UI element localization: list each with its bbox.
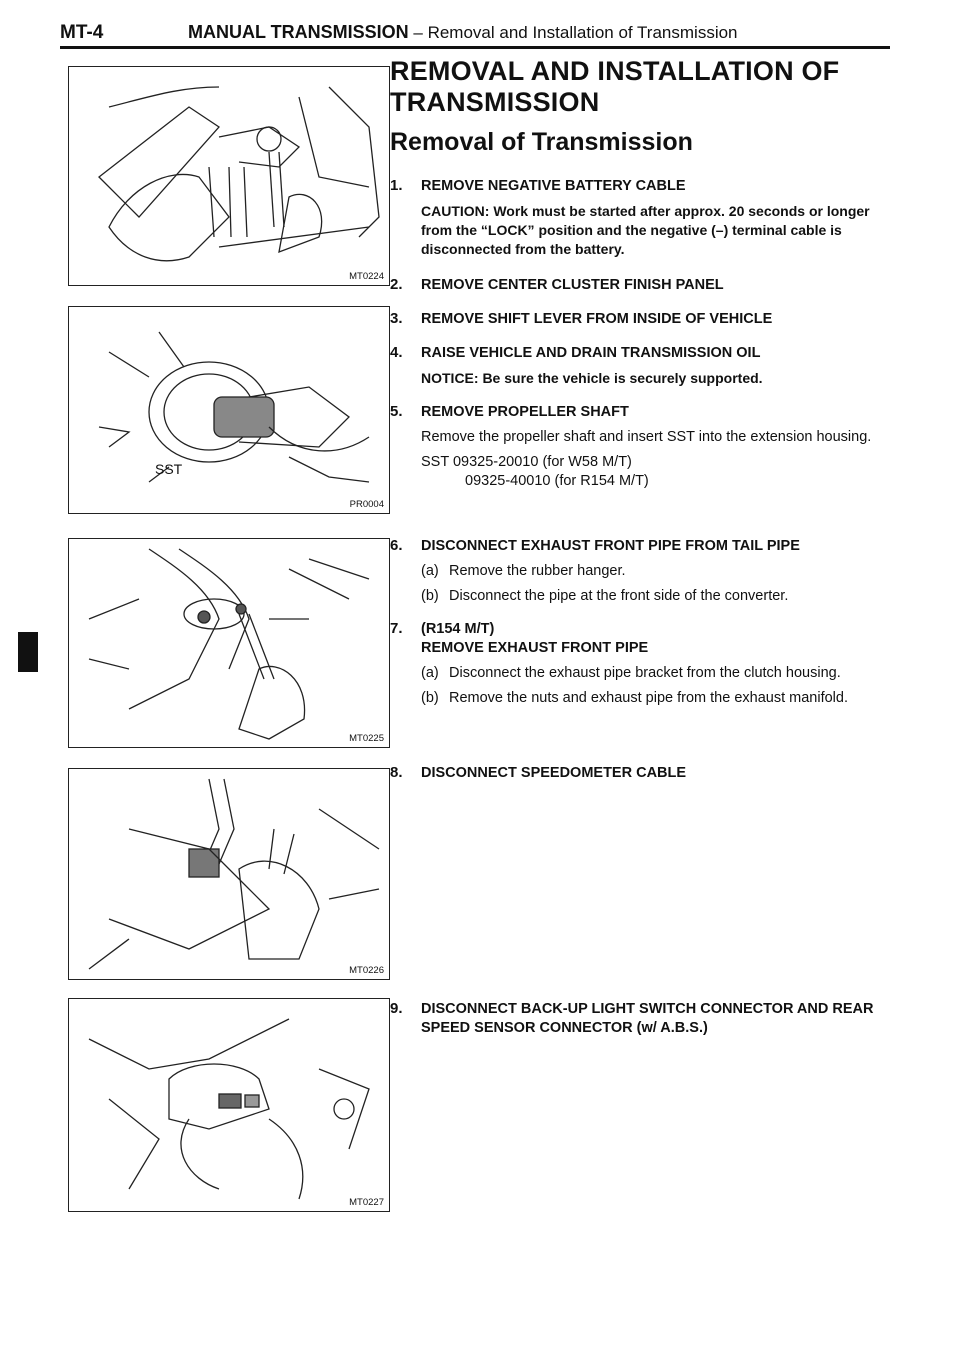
step-7 [390, 620, 900, 708]
step-heading: REMOVE CENTER CLUSTER FINISH PANEL [421, 277, 724, 293]
illustration-speedometer-cable [69, 769, 389, 979]
procedure-content [390, 56, 900, 167]
illustration-exhaust-pipe [69, 539, 389, 747]
figure-code: MT0225 [349, 733, 384, 744]
step-number: 1. [390, 177, 403, 194]
illustration-connectors [69, 999, 389, 1211]
notice-text: NOTICE: Be sure the vehicle is securely supported. [421, 370, 763, 386]
step-heading: DISCONNECT SPEEDOMETER CABLE [421, 765, 687, 781]
page-code: MT-4 [60, 22, 104, 43]
substep-a [421, 664, 900, 683]
step-heading: REMOVE PROPELLER SHAFT [421, 404, 629, 420]
substep-b [421, 587, 900, 606]
substep-text: Remove the rubber hanger. [449, 563, 626, 579]
page-header [60, 22, 890, 49]
step-4 [390, 344, 900, 388]
step-2 [390, 276, 900, 295]
section-tab-marker [18, 632, 38, 672]
header-section: MANUAL TRANSMISSION [188, 22, 409, 42]
step-number: 3. [390, 310, 403, 327]
substep-text: Remove the nuts and exhaust pipe from the exhaust manifold. [449, 690, 848, 706]
step-heading: DISCONNECT BACK-UP LIGHT SWITCH CONNECTOR AND REAR SPEED SENSOR CONNECTOR (w/ A.B.S.) [421, 1001, 874, 1036]
step-heading: DISCONNECT EXHAUST FRONT PIPE FROM TAIL PIPE [421, 538, 800, 554]
illustration-hand-ratchet [69, 67, 389, 285]
page-title: REMOVAL AND INSTALLATION OF TRANSMISSION [390, 56, 840, 117]
step-5 [390, 403, 900, 491]
step-number: 5. [390, 403, 403, 420]
figure-mt0226 [68, 768, 390, 980]
step-6 [390, 537, 900, 606]
step-number: 6. [390, 537, 403, 554]
figure-code: PR0004 [349, 499, 384, 510]
figure-mt0225 [68, 538, 390, 748]
substep-label: (b) [421, 690, 439, 706]
caution-text: CAUTION: Work must be started after approx. 20 seconds or longer from the “LOCK” position and the negative (–) terminal cable is disconnected from the battery. [421, 203, 870, 257]
figure-mt0224 [68, 66, 390, 286]
substep-label: (a) [421, 563, 439, 579]
step-number: 9. [390, 1000, 403, 1017]
substep-label: (a) [421, 665, 439, 681]
step-heading: REMOVE EXHAUST FRONT PIPE [421, 640, 649, 656]
header-title [188, 22, 738, 43]
step-heading-model: (R154 M/T) [421, 621, 495, 637]
header-subtitle: – Removal and Installation of Transmission [408, 23, 738, 42]
sst-label: SST [155, 461, 183, 477]
substep-text: Disconnect the exhaust pipe bracket from the clutch housing. [449, 665, 841, 681]
substep-b [421, 689, 900, 708]
step-body: Remove the propeller shaft and insert SST into the extension housing. [421, 429, 872, 445]
step-heading: REMOVE NEGATIVE BATTERY CABLE [421, 178, 686, 194]
figure-pr0004 [68, 306, 390, 514]
step-number: 7. [390, 620, 403, 637]
step-heading: REMOVE SHIFT LEVER FROM INSIDE OF VEHICLE [421, 311, 773, 327]
figure-code: MT0224 [349, 271, 384, 282]
step-number: 8. [390, 764, 403, 781]
section-subheading: Removal of Transmission [390, 128, 693, 156]
figure-code: MT0226 [349, 965, 384, 976]
step-3 [390, 310, 900, 329]
step-1 [390, 177, 900, 259]
sst-entry-w58: SST 09325-20010 (for W58 M/T) [421, 454, 632, 470]
sst-list [421, 453, 900, 491]
substep-a [421, 562, 900, 581]
figure-code: MT0227 [349, 1197, 384, 1208]
step-9 [390, 1000, 900, 1038]
illustration-sst-insert [69, 307, 389, 513]
step-number: 2. [390, 276, 403, 293]
sst-entry-r154: 09325-40010 (for R154 M/T) [465, 473, 649, 489]
step-number: 4. [390, 344, 403, 361]
step-8 [390, 764, 900, 783]
substep-text: Disconnect the pipe at the front side of the converter. [449, 588, 789, 604]
step-heading: RAISE VEHICLE AND DRAIN TRANSMISSION OIL [421, 345, 761, 361]
figure-mt0227 [68, 998, 390, 1212]
substep-label: (b) [421, 588, 439, 604]
